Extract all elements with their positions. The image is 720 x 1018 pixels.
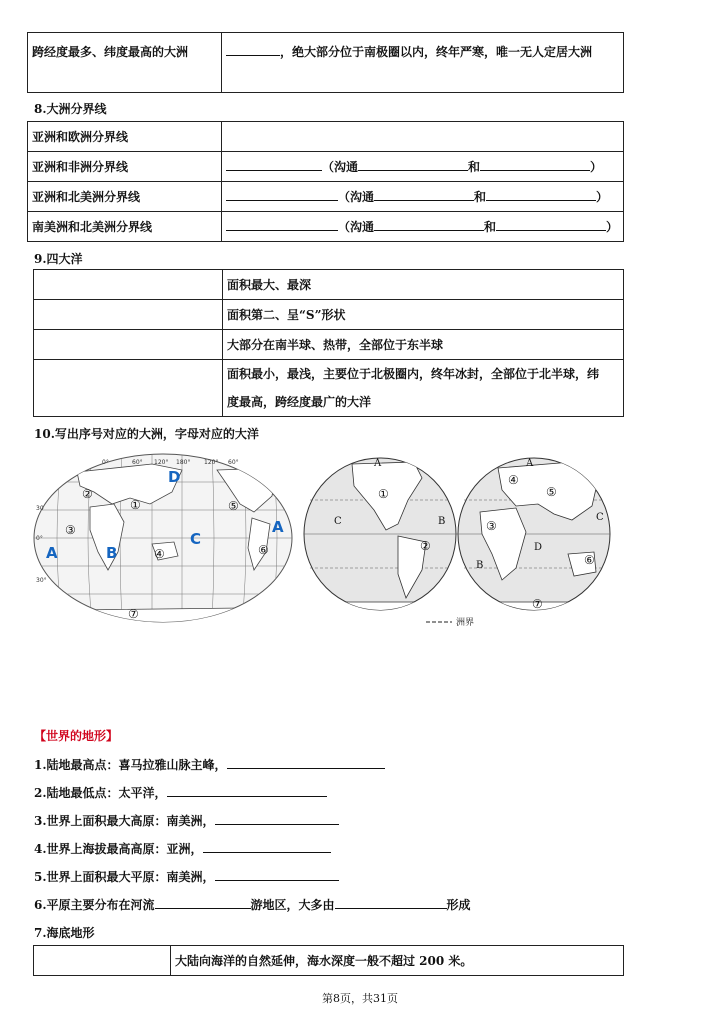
item-text: 1.陆地最高点：喜马拉雅山脉主峰， [34, 758, 227, 772]
map1-letter: A [272, 518, 284, 536]
land-antarctica [342, 602, 422, 620]
item-text: 4.世界上海拔最高高原：亚洲， [34, 842, 203, 856]
answer-blank[interactable] [226, 218, 338, 231]
close-paren: ） [596, 190, 609, 204]
map2-number: ④ [508, 473, 519, 487]
ocean-desc-line: 面积最小，最浅，主要位于北极圈内，终年冰封，全部位于北半球，纬 [227, 367, 600, 381]
map2-number: ③ [486, 519, 497, 533]
ocean-table [33, 269, 624, 417]
ocean-answer[interactable] [34, 270, 223, 300]
close-paren: ） [590, 160, 603, 174]
answer-blank[interactable] [226, 188, 338, 201]
lon-tick-label: 60° [228, 459, 239, 466]
item-text: 6.平原主要分布在河流 [34, 898, 155, 912]
item-text: 3.世界上面积最大高原：南美洲， [34, 814, 215, 828]
section8-title: 8.大洲分界线 [34, 102, 107, 116]
boundary-label: 亚洲和欧洲分界线 [28, 122, 222, 152]
map2-legend: 洲界 [456, 618, 475, 628]
boundary-answer [222, 182, 624, 212]
ocean-answer[interactable] [34, 330, 223, 360]
landform-item-2 [34, 784, 327, 801]
continent-row-suffix: ，绝大部分位于南极圈以内，终年严寒，唯一无人定居大洲 [280, 45, 593, 59]
map2-number: ② [420, 539, 431, 553]
item-text: 5.世界上面积最大平原：南美洲， [34, 870, 215, 884]
lon-tick-label: 0° [102, 459, 109, 466]
answer-blank[interactable] [486, 188, 596, 201]
page-footer: 第8页，共31页 [322, 992, 398, 1005]
land-antarctica [62, 608, 252, 624]
answer-blank[interactable] [215, 812, 339, 825]
ocean-answer[interactable] [34, 360, 223, 417]
hemispheres-map [302, 450, 614, 628]
landform-item-1 [34, 756, 385, 773]
landform-item-5 [34, 868, 339, 885]
lon-tick-label: 60° [132, 459, 143, 466]
answer-blank[interactable] [480, 158, 590, 171]
ocean-answer[interactable] [34, 300, 223, 330]
continent-row-label: 跨经度最多、纬度最高的大洲 [28, 33, 222, 93]
channel-text: （沟通 [322, 160, 359, 174]
landform-item-7: 7.海底地形 [34, 926, 95, 940]
answer-blank[interactable] [155, 896, 251, 909]
landform-heading: 【世界的地形】 [34, 729, 119, 743]
map1-number: ① [130, 498, 141, 512]
map2-letter: C [596, 512, 604, 523]
map2-letter: D [534, 542, 543, 553]
seabed-desc: 大陆向海洋的自然延伸，海水深度一般不超过 200 米。 [171, 946, 624, 976]
answer-blank[interactable] [227, 756, 385, 769]
landform-item-3 [34, 812, 339, 829]
map2-letter: B [476, 560, 484, 571]
ocean-desc [223, 360, 624, 417]
map2-number: ⑥ [584, 553, 595, 567]
map2-number: ⑤ [546, 485, 557, 499]
answer-blank[interactable] [374, 218, 484, 231]
map1-number: ⑦ [128, 607, 139, 621]
boundary-label: 亚洲和北美洲分界线 [28, 182, 222, 212]
map2-number: ① [378, 487, 389, 501]
boundary-answer[interactable] [222, 122, 624, 152]
channel-text: （沟通 [338, 190, 375, 204]
answer-blank[interactable] [496, 218, 606, 231]
lon-tick-label: 120° [204, 459, 219, 466]
answer-blank[interactable] [226, 158, 322, 171]
boundary-table [27, 121, 624, 242]
map1-letter: C [190, 530, 202, 548]
answer-blank[interactable] [358, 158, 468, 171]
continent-table [27, 32, 624, 93]
channel-text: （沟通 [338, 220, 375, 234]
answer-blank[interactable] [167, 784, 327, 797]
seabed-answer[interactable] [34, 946, 171, 976]
map1-number: ④ [154, 547, 165, 561]
ocean-desc-line: 度最高，跨经度最广的大洋 [227, 395, 372, 409]
map2-letter: B [438, 516, 446, 527]
lon-tick-label: 180° [176, 459, 191, 466]
item-text: 游地区，大多由 [250, 898, 335, 912]
map2-letter: C [334, 516, 342, 527]
map1-letter: D [168, 468, 181, 486]
map1-number: ③ [65, 523, 76, 537]
boundary-answer [222, 152, 624, 182]
answer-blank[interactable] [203, 840, 331, 853]
boundary-label: 南美洲和北美洲分界线 [28, 212, 222, 242]
ocean-desc: 面积第二、呈“S”形状 [223, 300, 624, 330]
item-text: 形成 [446, 898, 471, 912]
map1-number: ⑤ [228, 499, 239, 513]
boundary-label: 亚洲和非洲分界线 [28, 152, 222, 182]
and-text: 和 [468, 160, 481, 174]
map2-letter: A [526, 458, 534, 469]
lat-tick-label: 30° [36, 577, 47, 584]
continent-row-answer [222, 33, 624, 93]
lat-tick-label: 0° [36, 535, 43, 542]
world-map [32, 452, 294, 624]
landform-item-6 [34, 896, 471, 913]
and-text: 和 [484, 220, 497, 234]
boundary-answer [222, 212, 624, 242]
section9-title: 9.四大洋 [34, 252, 83, 266]
map1-letter: A [46, 544, 58, 562]
lat-tick-label: 30 [36, 505, 44, 512]
answer-blank[interactable] [335, 896, 447, 909]
answer-blank[interactable] [374, 188, 474, 201]
lon-tick-label: 120° [154, 459, 169, 466]
seabed-table [33, 945, 624, 976]
map2-number: ⑦ [532, 597, 543, 611]
map1-number: ② [82, 487, 93, 501]
ocean-desc: 面积最大、最深 [223, 270, 624, 300]
map2-letter: A [374, 458, 382, 469]
section10-title: 10.写出序号对应的大洲，字母对应的大洋 [34, 427, 259, 441]
close-paren: ） [606, 220, 619, 234]
and-text: 和 [474, 190, 487, 204]
landform-item-4 [34, 840, 331, 857]
map1-letter: B [106, 544, 118, 562]
map1-number: ⑥ [258, 543, 269, 557]
ocean-desc: 大部分在南半球、热带，全部位于东半球 [223, 330, 624, 360]
item-text: 2.陆地最低点：太平洋， [34, 786, 167, 800]
answer-blank[interactable] [226, 43, 280, 56]
answer-blank[interactable] [215, 868, 339, 881]
